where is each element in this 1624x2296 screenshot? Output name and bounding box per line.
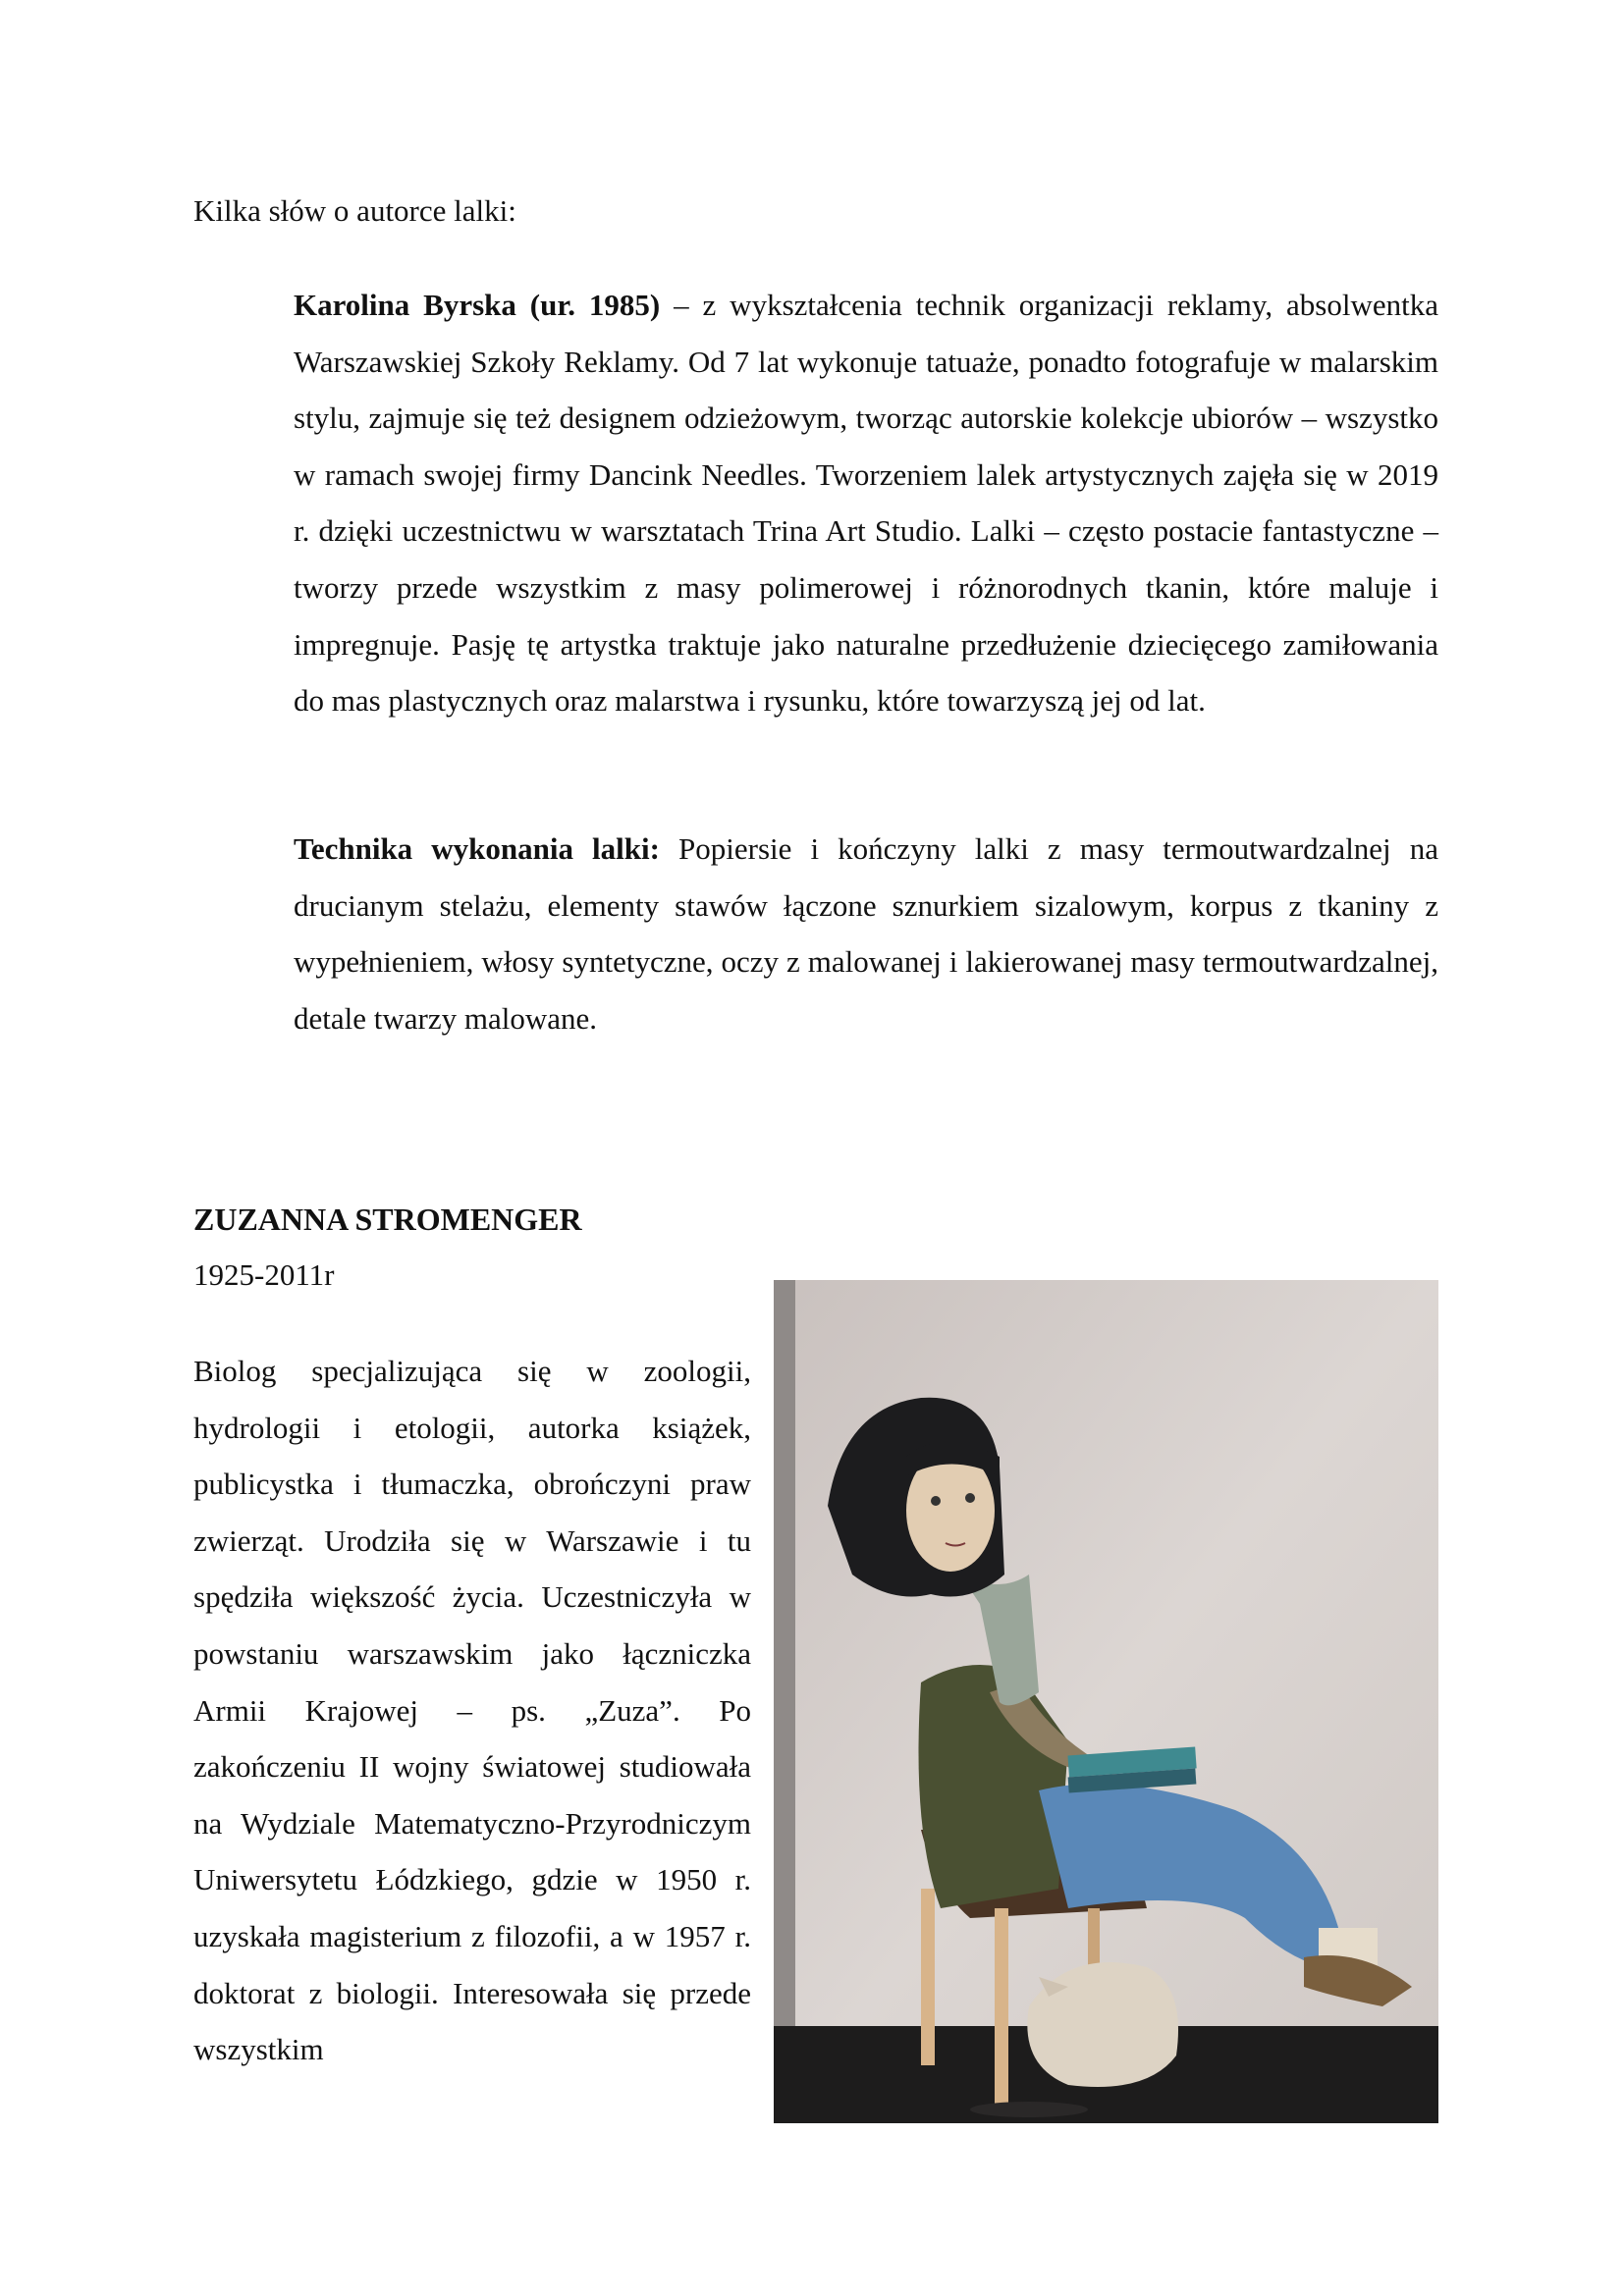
technique-text: Popiersie i kończyny lalki z masy termoutwardzalnej na drucianym stelażu, elementy stawów łączone sznurkiem sizalowym, korpus z tkaniny z wypełnieniem, włosy syntetyczne, oczy z malowanej i lakierowanej masy termoutwardzalnej, detale twarzy malowane. [294, 831, 1439, 1036]
doll-name-heading: ZUZANNA STROMENGER [193, 1201, 582, 1237]
technique-paragraph [294, 821, 1438, 1046]
author-name: Karolina Byrska (ur. 1985) [294, 288, 661, 322]
technique-label: Technika wykonania lalki: [294, 831, 660, 866]
author-bio-paragraph [294, 277, 1438, 729]
intro-line: Kilka słów o autorce lalki: [193, 193, 516, 228]
author-bio-text: – z wykształcenia technik organizacji reklamy, absolwentka Warszawskiej Szkoły Reklamy. Od 7 lat wykonuje tatuaże, ponadto fotografuje w malarskim stylu, zajmuje się też designem odzieżowym, tworząc autorskie kolekcje ubiorów – wszystko w ramach swojej firmy Dancink Needles. Tworzeniem lalek artystycznych zajęła się w 2019 r. dzięki uczestnictwu w warsztatach Trina Art Studio. Lalki – często postacie fantastyczne – tworzy przede wszystkim z masy polimerowej i różnorodnych tkanin, które maluje i impregnuje. Pasję tę artystka traktuje jako naturalne przedłużenie dziecięcego zamiłowania do mas plastycznych oraz malarstwa i rysunku, które towarzyszą jej od lat. [294, 288, 1438, 719]
doll-years: 1925-2011r [193, 1257, 335, 1292]
doll-photo [774, 1280, 1438, 2123]
doll-photo-illustration [774, 1280, 1438, 2123]
doll-bio-paragraph: Biolog specjalizująca się w zoologii, hydrologii i etologii, autorka książek, publicystka i tłumaczka, obrończyni praw zwierząt. Urodziła się w Warszawie i tu spędziła większość życia. Uczestniczyła w powstaniu warszawskim jako łączniczka Armii Krajowej – ps. „Zuza”. Po zakończeniu II wojny światowej studiowała na Wydziale Matematyczno-Przyrodniczym Uniwersytetu Łódzkiego, gdzie w 1950 r. uzyskała magisterium z filozofii, a w 1957 r. doktorat z biologii. Interesowała się przede wszystkim [193, 1354, 751, 2067]
